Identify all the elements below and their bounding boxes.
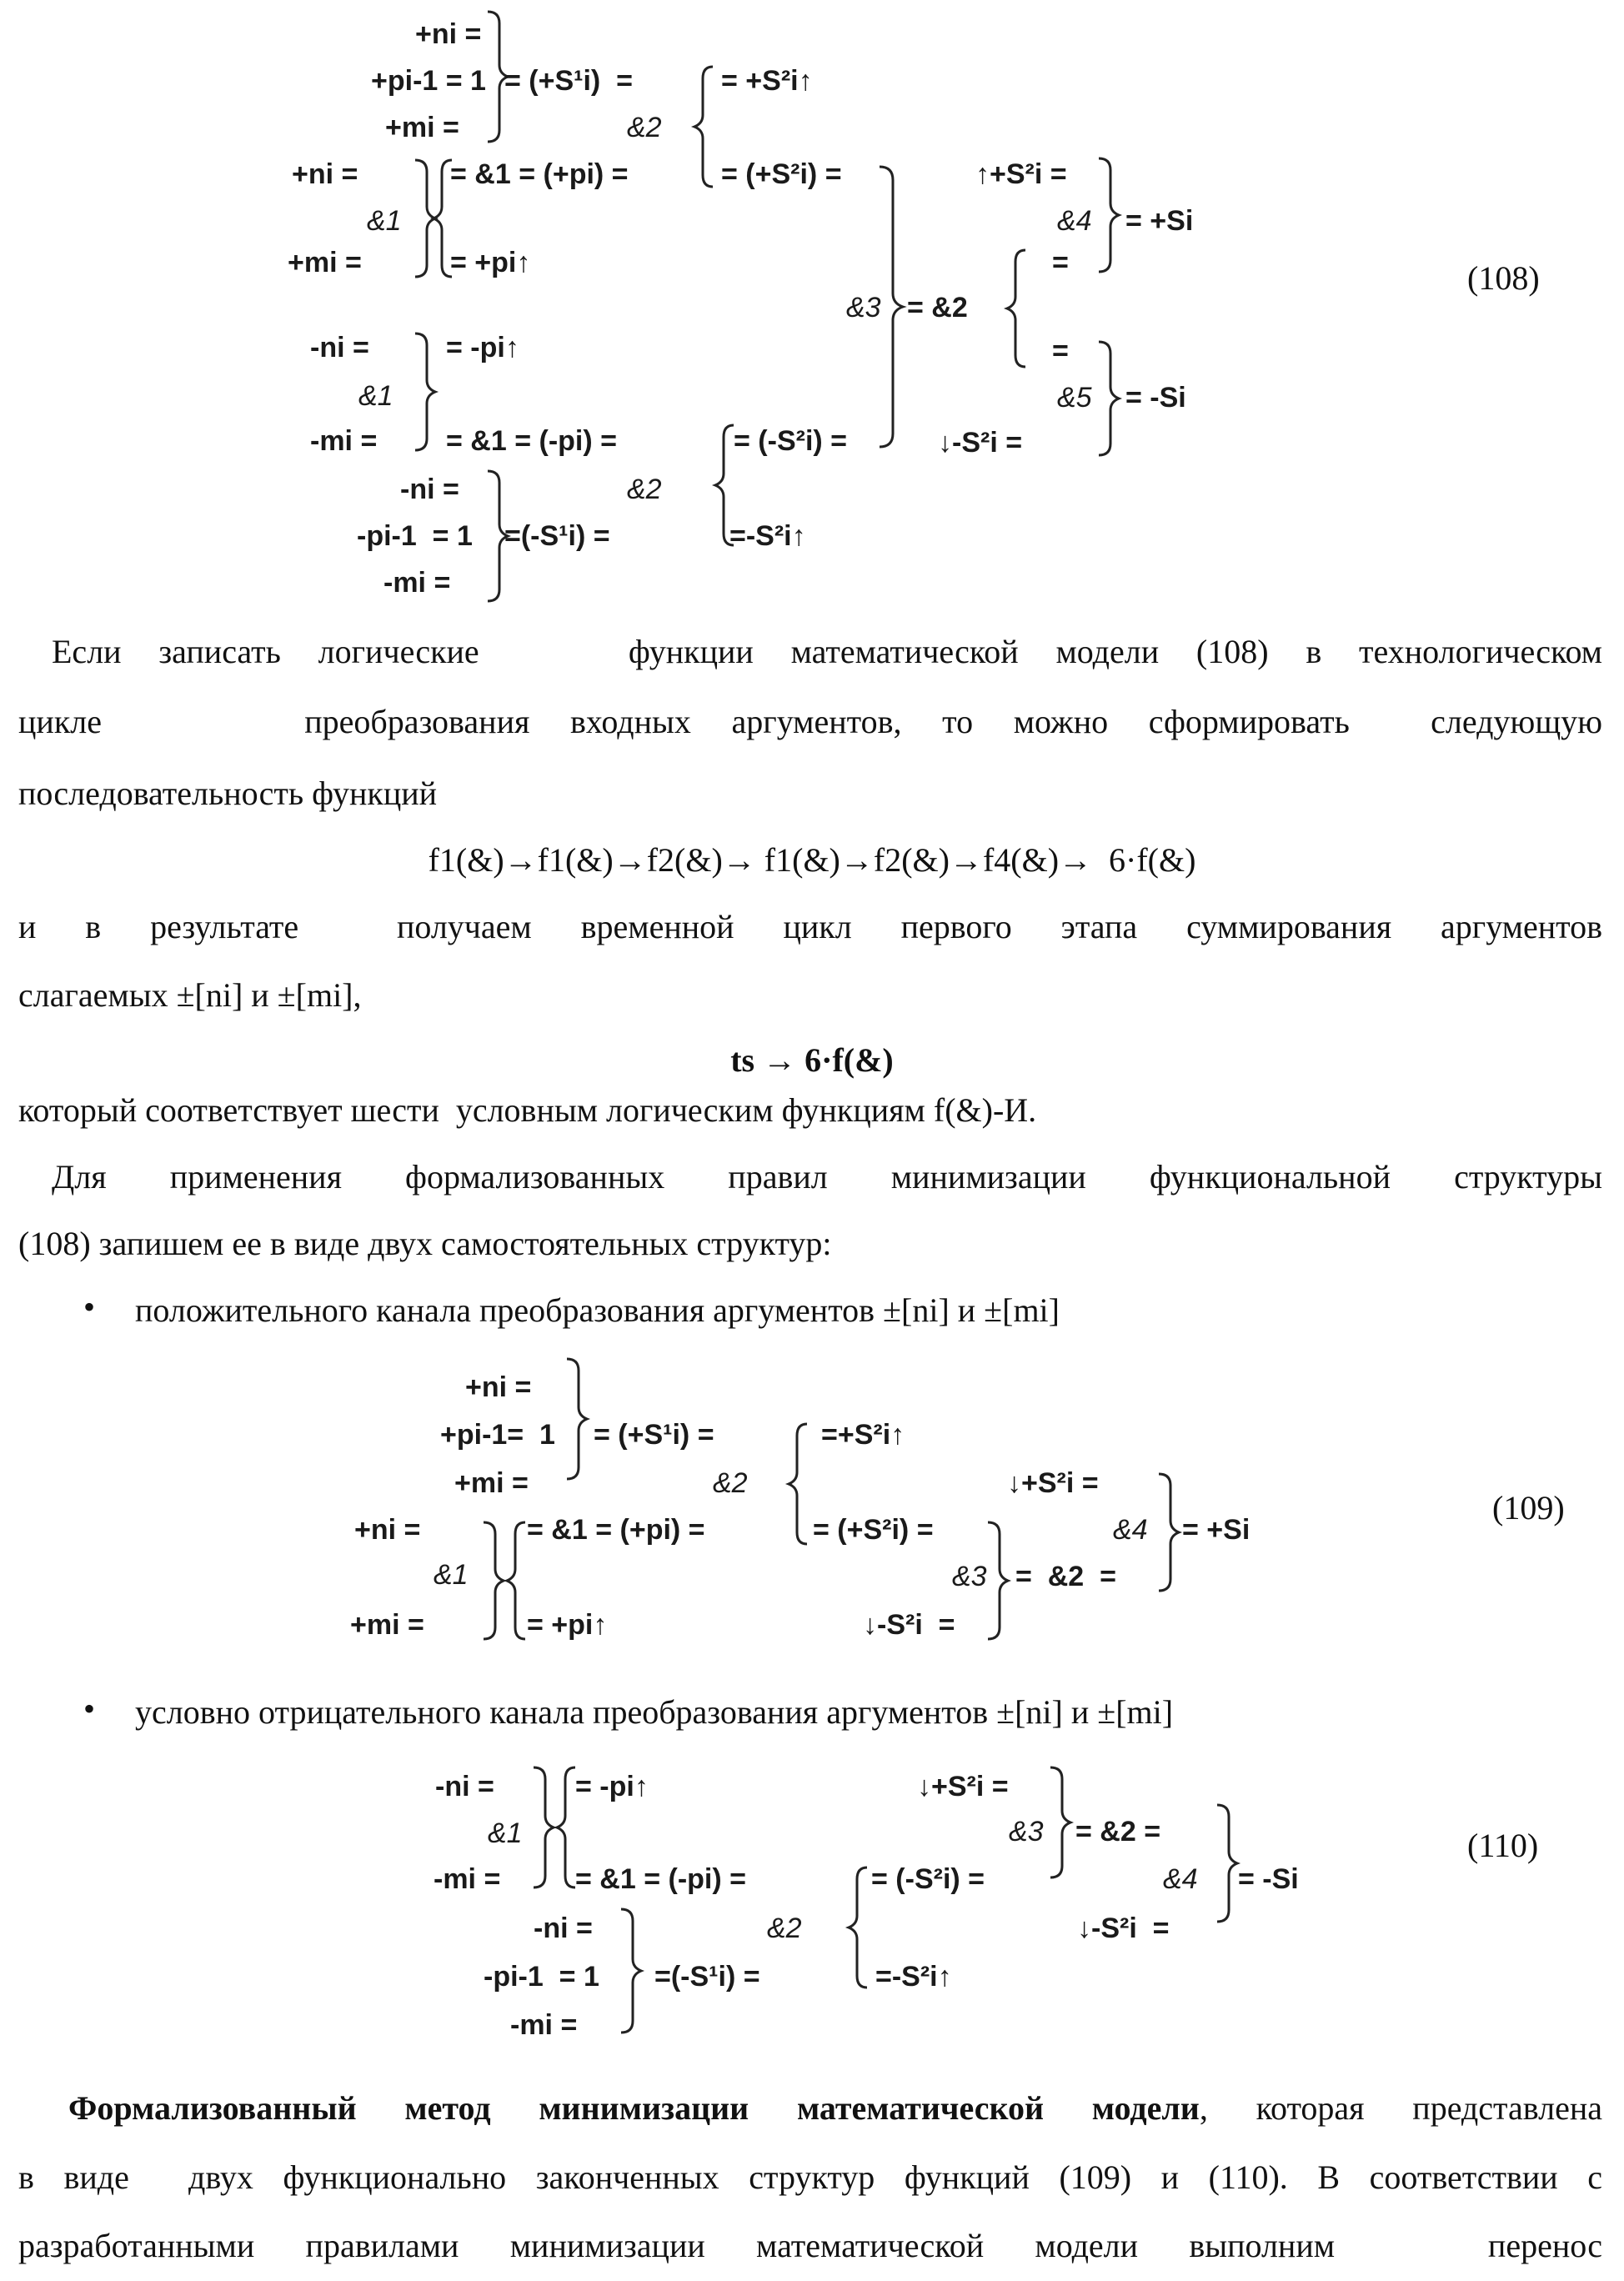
eq110-bot-m: -mi = [510,2009,577,2042]
eq108-right-s2-up: ↑+S²i = [975,158,1067,191]
paragraph-3: который соответствует шести условным логическим функциям f(&)-И. [18,1090,1036,1130]
eq108-neg-p-up: = -pi↑ [446,332,519,364]
paragraph-5-line-1-rest: , которая представлена [1200,2089,1602,2127]
equation-number-108: (108) [1467,258,1540,298]
eq108-s2-down-neg: =-S²i↑ [729,520,806,553]
eq108-neg-n: -ni = [310,332,369,364]
eq108-right-eq1: = [1052,247,1069,279]
paragraph-2-line-2: слагаемых ±[ni] и ±[mi], [18,975,362,1015]
eq108-neg-m: -mi = [310,425,377,458]
eq109-amp4: &4 [1113,1514,1148,1547]
bullet-2-text: условно отрицательного канала преобразования аргументов ±[ni] и ±[mi] [135,1692,1173,1732]
paragraph-4-line-1: Для применения формализованных правил минимизации функциональной структуры [52,1157,1602,1196]
paragraph-2-line-1: и в результате получаем временной цикл первого этапа суммирования аргументов [18,907,1602,946]
eq108-pos-m: +mi = [288,247,362,279]
paragraph-5-line-3: разработанными правилами минимизации математической модели выполним перенос [18,2226,1602,2265]
eq109-top-result: = (+S¹i) = [594,1419,714,1451]
eq109-amp2-eq: = &2 = [1015,1561,1116,1593]
eq110-amp2-eq: = &2 = [1075,1816,1160,1848]
eq110-amp4: &4 [1163,1863,1198,1896]
eq108-top-p: +pi-1 = 1 [371,65,486,98]
eq109-group-m: +mi = [350,1609,424,1642]
eq108-bot-p: -pi-1 = 1 [357,520,473,553]
eq109-right-s2-down: ↓+S²i = [1007,1467,1099,1500]
eq108-top-result: = (+S¹i) = [504,65,633,98]
eq109-p-up: = +pi↑ [527,1609,607,1642]
eq110-amp-line: = &1 = (-pi) = [575,1863,746,1896]
ts-formula: ts → 6·f(&) [0,1040,1624,1080]
eq109-top-n: +ni = [465,1371,531,1404]
eq109-s2-pos: = (+S²i) = [813,1514,934,1547]
eq110-bot-n: -ni = [534,1913,593,1945]
eq108-bot-result: =(-S¹i) = [504,520,610,553]
eq108-amp2-bot: &2 [627,474,662,506]
sequence-formula: f1(&)→f1(&)→f2(&)→ f1(&)→f2(&)→f4(&)→ 6·f(&) [0,840,1624,880]
eq109-group-amp1: &1 [434,1559,469,1592]
eq108-plus-si: = +Si [1125,205,1193,238]
eq110-group-m: -mi = [434,1863,500,1896]
eq110-right-s2-down: ↓-S²i = [1077,1913,1170,1945]
eq109-plus-si: = +Si [1182,1514,1250,1547]
eq110-right-s2-up: ↓+S²i = [917,1771,1009,1803]
eq109-top-p: +pi-1= 1 [440,1419,555,1451]
eq110-s2-neg: = (-S²i) = [871,1863,985,1896]
eq108-right-s2-down: ↓-S²i = [938,427,1022,459]
eq108-right-eq2: = [1052,335,1069,368]
eq109-top-m: +mi = [454,1467,529,1500]
eq108-pos-n: +ni = [292,158,358,191]
eq110-s2-down: =-S²i↑ [875,1961,952,1993]
eq108-right-amp5: &5 [1057,382,1092,414]
eq108-amp3: &3 [846,292,881,324]
paragraph-1-line-1: Если записать логические функции математической модели (108) в технологическом [52,632,1602,671]
eq109-group-n: +ni = [354,1514,420,1547]
equation-number-109: (109) [1492,1488,1565,1527]
eq110-p-up: = -pi↑ [575,1771,649,1803]
eq110-bot-result: =(-S¹i) = [654,1961,760,1993]
paragraph-5-bold-lead: Формализованный метод минимизации математической модели [68,2089,1200,2127]
eq108-neg-amp1: &1 [358,380,393,413]
eq108-neg-amp-line: = &1 = (-pi) = [446,425,617,458]
paragraph-1-line-3: последовательность функций [18,774,437,813]
eq108-right-amp4: &4 [1057,205,1092,238]
eq108-pos-amp1: &1 [367,205,402,238]
paragraph-5-line-2: в виде двух функционально законченных структур функций (109) и (110). В соответствии с [18,2158,1602,2197]
eq108-bot-m: -mi = [383,567,450,599]
eq108-minus-si: = -Si [1125,382,1186,414]
eq109-amp-line: = &1 = (+pi) = [527,1514,705,1547]
eq108-amp2-top: &2 [627,112,662,144]
eq109-amp2: &2 [713,1467,748,1500]
eq108-pos-p-up: = +pi↑ [450,247,530,279]
eq108-bot-n: -ni = [400,474,459,506]
paragraph-1-line-2: цикле преобразования входных аргументов, то можно сформировать следующую [18,702,1602,741]
eq108-top-m: +mi = [385,112,459,144]
equation-number-110: (110) [1467,1826,1538,1865]
eq109-s2-down: ↓-S²i = [863,1609,955,1642]
eq109-s2-up: =+S²i↑ [821,1419,905,1451]
bullet-1-text: положительного канала преобразования аргументов ±[ni] и ±[mi] [135,1291,1060,1330]
eq110-group-n: -ni = [435,1771,494,1803]
bullet-2-dot: • [83,1689,95,1728]
eq108-top-n: +ni = [415,18,481,51]
bullet-1-dot: • [83,1287,95,1326]
eq108-amp2-mid: = &2 [907,292,968,324]
eq108-s2-pos: = (+S²i) = [721,158,842,191]
eq109-amp3: &3 [952,1561,987,1593]
eq110-amp2: &2 [767,1913,802,1945]
eq110-amp3: &3 [1009,1816,1044,1848]
eq108-s2-neg: = (-S²i) = [734,425,847,458]
eq110-group-amp1: &1 [488,1817,523,1850]
eq110-minus-si: = -Si [1238,1863,1299,1896]
paragraph-5-line-1 [68,2088,1602,2128]
paragraph-4-line-2: (108) запишем ее в виде двух самостоятельных структур: [18,1224,832,1263]
eq110-bot-p: -pi-1 = 1 [484,1961,599,1993]
eq108-s2-up-pos: = +S²i↑ [721,65,813,98]
eq108-pos-amp-line: = &1 = (+pi) = [450,158,629,191]
